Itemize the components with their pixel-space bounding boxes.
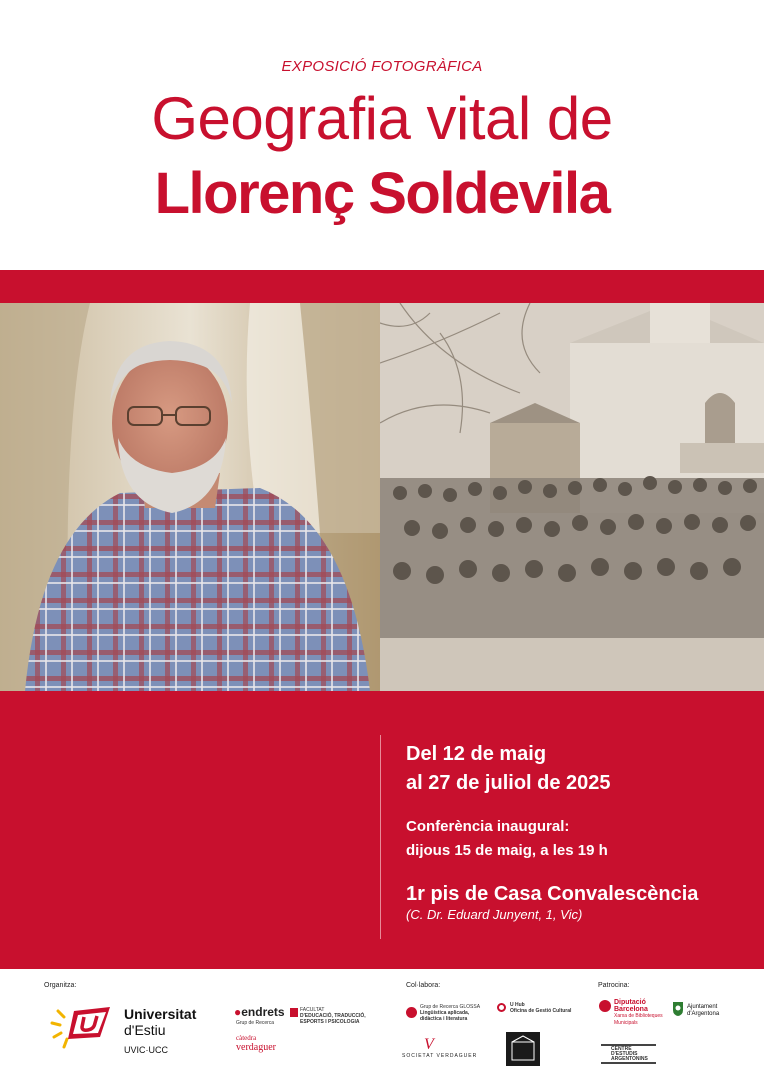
glossa-mark-icon xyxy=(406,1007,417,1018)
uhub-mark-icon xyxy=(497,1003,506,1012)
title-line-2: Llorenç Soldevila xyxy=(154,161,610,226)
centre-text xyxy=(611,1047,648,1062)
group-photo xyxy=(380,303,764,691)
glossa-line-1: Grup de Recerca GLOSSA xyxy=(420,1004,481,1010)
facultat-mark-icon xyxy=(290,1008,298,1017)
col-labora-label: Col·labora: xyxy=(406,982,441,989)
diputacio-line-2: Barcelona xyxy=(614,1006,648,1013)
inaugural-conference xyxy=(406,815,608,863)
centre-line-1: CENTRE xyxy=(611,1046,632,1052)
info-panel xyxy=(0,691,764,969)
portrait-photo xyxy=(0,303,380,691)
glossa-line-2: Lingüística aplicada, xyxy=(420,1010,470,1016)
centre-estudis-logo xyxy=(601,1044,656,1064)
exhibition-kicker: EXPOSICIÓ FOTOGRÀFICA xyxy=(281,58,483,75)
glossa-logo xyxy=(420,1004,480,1022)
endrets-logo: ●endrets xyxy=(234,1005,285,1019)
conference-line-1: Conferència inaugural: xyxy=(406,818,570,835)
universitat-estiu-logo-icon xyxy=(48,1003,118,1053)
centre-line-2: D'ESTUDIS xyxy=(611,1051,638,1057)
catedra-line-1: càtedra xyxy=(236,1034,257,1042)
facultat-line-2: D'EDUCACIÓ, TRADUCCIÓ, xyxy=(300,1013,366,1019)
diputacio-logo xyxy=(614,999,663,1027)
header xyxy=(0,0,764,270)
facultat-line-3: ESPORTS I PSICOLOGIA xyxy=(300,1019,360,1025)
uni-name-line-1: Universitat xyxy=(124,1006,197,1022)
patrocina-label: Patrocina: xyxy=(598,982,630,989)
ajuntament-line-2: d'Argentona xyxy=(687,1011,720,1017)
diputacio-mark-icon xyxy=(599,1000,611,1012)
endrets-sub: Grup de Recerca xyxy=(236,1020,275,1026)
endrets-label: endrets xyxy=(241,1005,285,1019)
divider-line xyxy=(380,735,381,939)
institution-square-logo xyxy=(506,1032,540,1066)
uhub-logo xyxy=(510,1002,571,1014)
centre-line-3: ARGENTONINS xyxy=(611,1056,648,1062)
title-line-1: Geografia vital de xyxy=(151,85,613,152)
glossa-line-3: didàctica i literatura xyxy=(420,1016,468,1022)
uhub-line-2: Oficina de Gestió Cultural xyxy=(510,1008,572,1014)
date-line-1: Del 12 de maig xyxy=(406,743,547,765)
venue-address: (C. Dr. Eduard Junyent, 1, Vic) xyxy=(406,907,583,922)
facultat-line-1: FACULTAT xyxy=(300,1007,325,1013)
red-band xyxy=(0,270,764,303)
date-line-2: al 27 de juliol de 2025 xyxy=(406,772,611,794)
ajuntament-line-1: Ajuntament xyxy=(687,1004,718,1010)
ajuntament-logo xyxy=(687,1004,719,1018)
conference-line-2: dijous 15 de maig, a les 19 h xyxy=(406,842,608,859)
organitza-label: Organitza: xyxy=(44,982,77,989)
diputacio-line-3: Xarxa de Biblioteques xyxy=(614,1013,663,1019)
facultat-logo xyxy=(300,1007,366,1025)
exhibition-dates xyxy=(406,740,611,798)
catedra-line-2: verdaguer xyxy=(236,1042,276,1053)
diputacio-line-1: Diputació xyxy=(614,999,646,1006)
ajuntament-shield-icon xyxy=(672,1001,684,1017)
universitat-estiu-name xyxy=(124,1006,196,1038)
uhub-line-1: U Hub xyxy=(510,1002,525,1008)
venue-name: 1r pis de Casa Convalescència xyxy=(406,883,699,905)
catedra-verdaguer-logo xyxy=(236,1034,276,1052)
diputacio-line-4: Municipals xyxy=(614,1020,638,1026)
uvic-ucc-label: UVIC·UCC xyxy=(124,1045,168,1055)
societat-verdaguer-label: SOCIETAT VERDAGUER xyxy=(402,1053,478,1059)
societat-verdaguer-v-icon: V xyxy=(424,1036,434,1053)
uni-name-line-2: d'Estiu xyxy=(124,1022,166,1038)
